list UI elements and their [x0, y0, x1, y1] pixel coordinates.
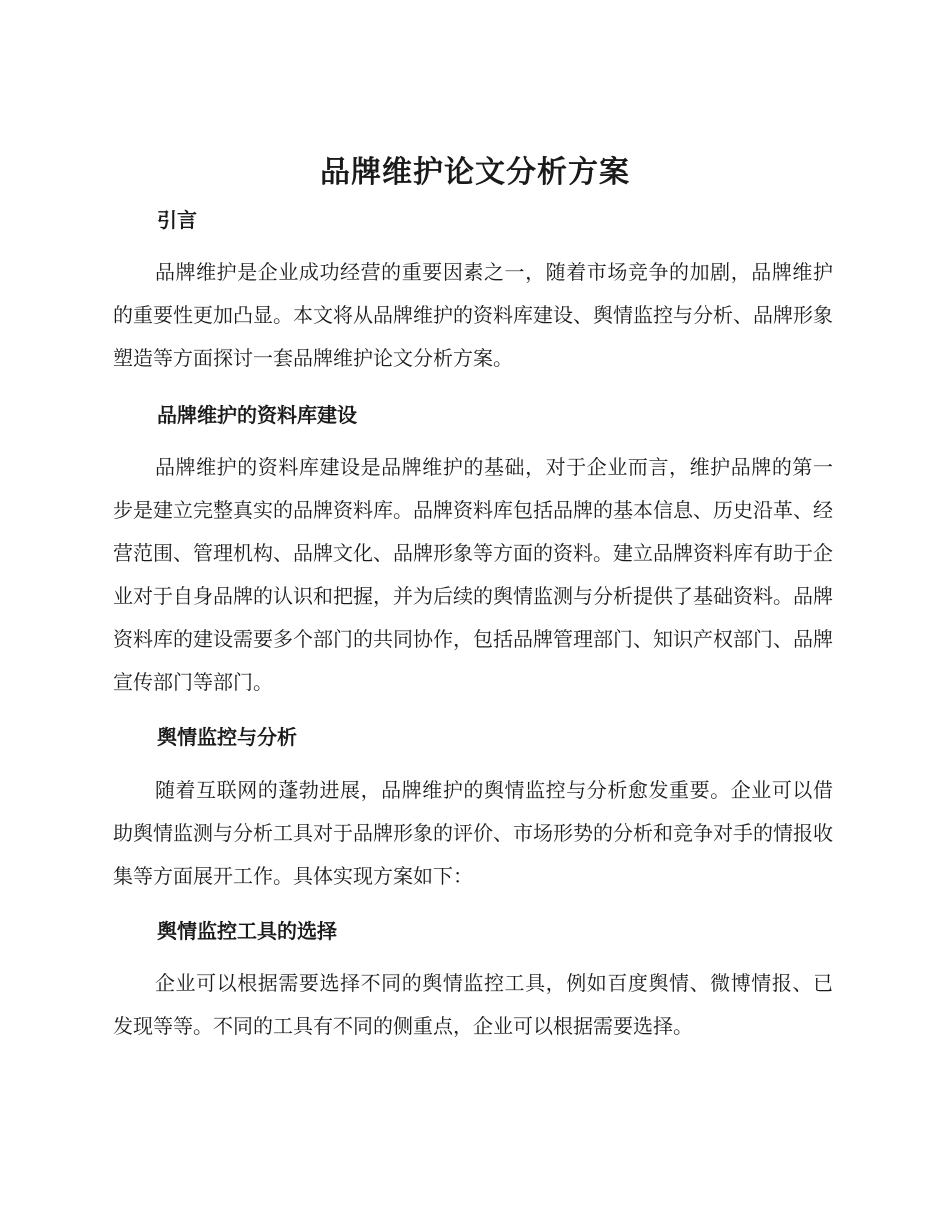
section-heading-tool-selection: 舆情监控工具的选择	[157, 919, 337, 943]
section-heading-monitoring: 舆情监控与分析	[157, 725, 297, 749]
section-heading-introduction: 引言	[157, 208, 197, 232]
section-paragraph-monitoring: 随着互联网的蓬勃进展，品牌维护的舆情监控与分析愈发重要。企业可以借助舆情监测与分析工具对于品牌形象的评价、市场形势的分析和竞争对手的情报收集等方面展开工作。具体实现方案如下：	[113, 778, 833, 888]
document-title: 品牌维护论文分析方案	[320, 155, 630, 190]
section-paragraph-database: 品牌维护的资料库建设是品牌维护的基础，对于企业而言，维护品牌的第一步是建立完整真实的品牌资料库。品牌资料库包括品牌的基本信息、历史沿革、经营范围、管理机构、品牌文化、品牌形象等方面的资料。建立品牌资料库有助于企业对于自身品牌的认识和把握，并为后续的舆情监测与分析提供了基础资料。品牌资料库的建设需要多个部门的共同协作，包括品牌管理部门、知识产权部门、品牌宣传部门等部门。	[113, 455, 833, 694]
section-paragraph-introduction: 品牌维护是企业成功经营的重要因素之一，随着市场竞争的加剧，品牌维护的重要性更加凸显。本文将从品牌维护的资料库建设、舆情监控与分析、品牌形象塑造等方面探讨一套品牌维护论文分析方案。	[113, 260, 833, 370]
section-paragraph-tool-selection: 企业可以根据需要选择不同的舆情监控工具，例如百度舆情、微博情报、已发现等等。不同的工具有不同的侧重点，企业可以根据需要选择。	[113, 971, 833, 1038]
section-heading-database: 品牌维护的资料库建设	[157, 403, 357, 427]
